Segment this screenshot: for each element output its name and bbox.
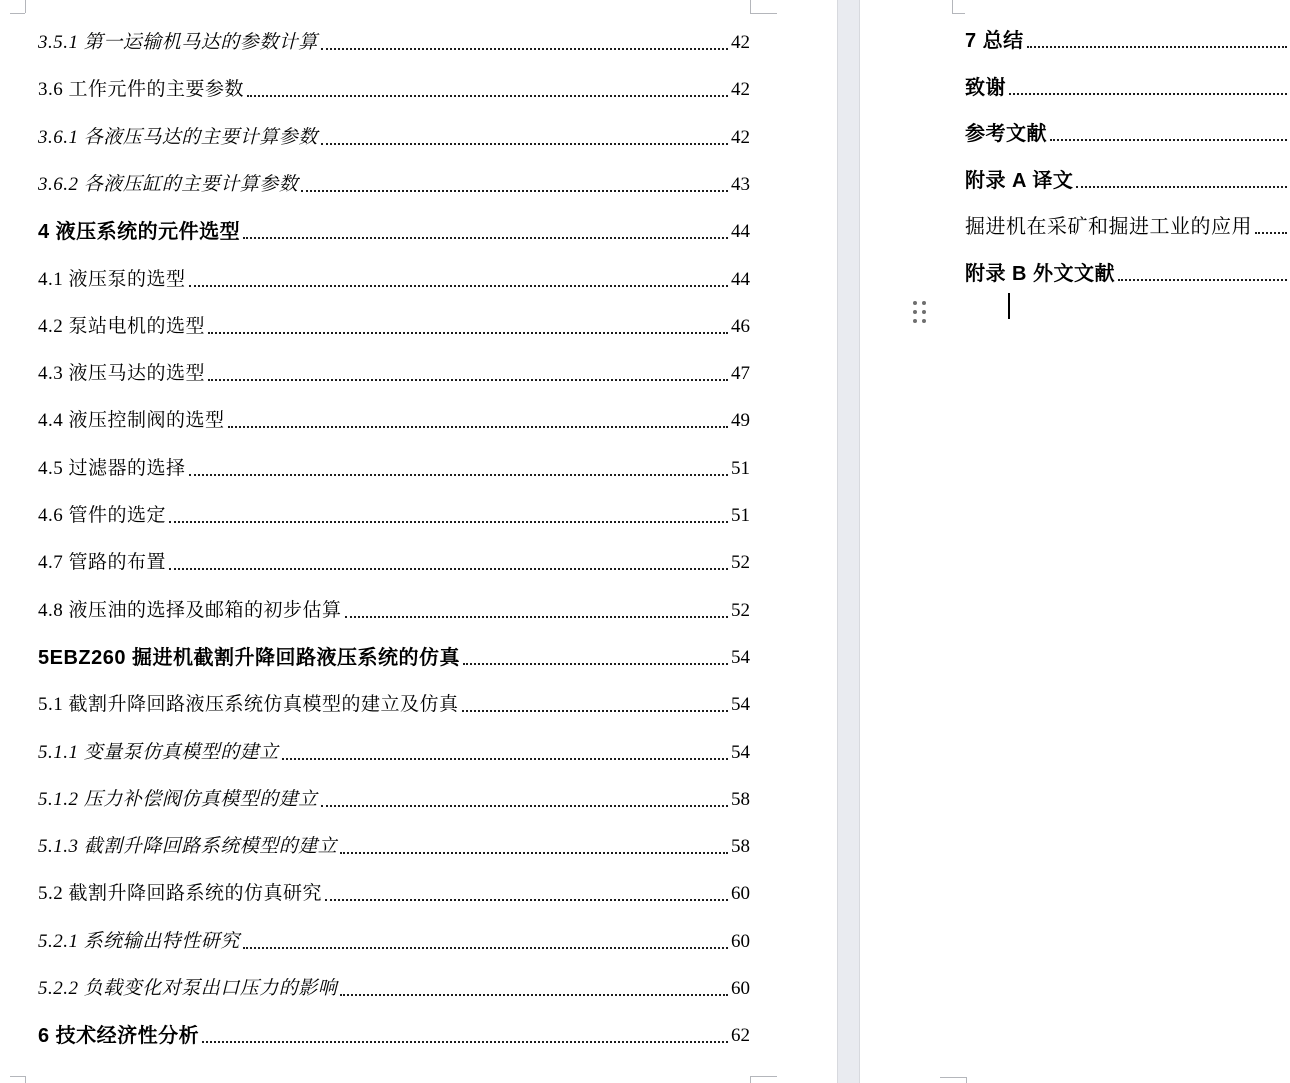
toc-entry-title: 4.8 液压油的选择及邮箱的初步估算: [38, 599, 342, 621]
dot-leader: [208, 332, 728, 334]
dot-leader: [321, 143, 728, 145]
text-cursor: [1008, 293, 1010, 319]
crop-mark-bottom-left: [940, 1077, 966, 1078]
toc-entry-page-number: 51: [731, 457, 750, 479]
toc-entry[interactable]: [38, 457, 750, 481]
crop-mark-top-left: [10, 13, 25, 14]
dot-leader: [345, 616, 728, 618]
toc-entry-page-number: 54: [731, 694, 750, 716]
toc-entry-title: 3.6.2 各液压缸的主要计算参数: [38, 173, 299, 195]
crop-mark-bottom-right: [750, 1076, 751, 1083]
toc-entry[interactable]: [38, 409, 750, 433]
crop-mark-top-right: [750, 0, 751, 13]
toc-entry-page-number: 43: [731, 173, 750, 195]
dot-leader: [1076, 186, 1287, 188]
dot-leader: [189, 285, 728, 287]
toc-entry[interactable]: [965, 262, 1290, 286]
toc-entry-title: 4.7 管路的布置: [38, 552, 167, 574]
toc-entry[interactable]: [965, 215, 1290, 239]
dot-leader: [169, 568, 728, 570]
dot-leader: [340, 994, 728, 996]
crop-mark-top-left: [952, 0, 953, 13]
crop-mark-bottom-left: [25, 1076, 26, 1083]
dot-leader: [169, 521, 728, 523]
toc-entry[interactable]: [965, 29, 1290, 53]
toc-entry-page-number: 60: [731, 930, 750, 952]
dot-leader: [243, 947, 728, 949]
toc-entry-title: 3.6 工作元件的主要参数: [38, 79, 245, 101]
toc-entry[interactable]: [38, 78, 750, 102]
toc-entry-title: 5.1.2 压力补偿阀仿真模型的建立: [38, 788, 318, 810]
toc-entry-page-number: 52: [731, 552, 750, 574]
toc-entry-page-number: 60: [731, 883, 750, 905]
toc-entry-title: 5.2.2 负载变化对泵出口压力的影响: [38, 978, 338, 999]
toc-entry-page-number: 42: [731, 79, 750, 101]
toc-entry-title: 5.1.1 变量泵仿真模型的建立: [38, 741, 279, 763]
toc-entry[interactable]: [38, 741, 750, 765]
dot-leader: [321, 48, 728, 50]
drag-handle-dot: [922, 319, 926, 323]
toc-entry[interactable]: [38, 977, 750, 1001]
dot-leader: [247, 95, 728, 97]
dot-leader: [202, 1041, 728, 1043]
toc-entry[interactable]: [38, 930, 750, 954]
toc-entry-page-number: 52: [731, 599, 750, 621]
toc-entry-page-number: 44: [731, 221, 750, 243]
toc-entry-title: 附录 B 外文文献: [965, 262, 1116, 285]
toc-entry-page-number: 54: [731, 646, 750, 668]
toc-entry[interactable]: [38, 268, 750, 292]
toc-list-left-page: [38, 0, 750, 1083]
toc-entry-title: 7 总结: [965, 30, 1024, 52]
dot-leader: [1009, 93, 1287, 95]
drag-handle-dot: [913, 301, 917, 305]
crop-mark-top-left: [952, 13, 965, 14]
toc-entry[interactable]: [38, 362, 750, 386]
toc-entry-page-number: 46: [731, 315, 750, 337]
toc-entry-title: 6 技术经济性分析: [38, 1025, 200, 1048]
drag-handle-dot: [913, 310, 917, 314]
toc-entry-title: 4.6 管件的选定: [38, 505, 167, 526]
toc-entry-page-number: 49: [731, 410, 750, 432]
toc-entry-page-number: 47: [731, 363, 750, 385]
dot-leader: [340, 852, 728, 854]
toc-entry-title: 5.2.1 系统输出特性研究: [38, 930, 240, 952]
toc-entry-title: 掘进机在采矿和掘进工业的应用: [965, 216, 1252, 238]
toc-entry[interactable]: [38, 788, 750, 812]
crop-mark-top-right: [750, 13, 777, 14]
toc-entry-page-number: 62: [731, 1025, 750, 1047]
toc-entry-page-number: 58: [731, 836, 750, 858]
toc-entry-title: 致谢: [965, 76, 1006, 99]
dot-leader: [462, 710, 728, 712]
toc-entry[interactable]: [38, 1024, 750, 1048]
toc-entry-page-number: 51: [731, 505, 750, 526]
toc-entry[interactable]: [965, 76, 1290, 100]
crop-mark-top-left: [25, 0, 26, 13]
toc-entry-title: 5.2 截割升降回路系统的仿真研究: [38, 883, 323, 905]
toc-entry-title: 3.6.1 各液压马达的主要计算参数: [38, 126, 318, 148]
crop-mark-bottom-right: [750, 1076, 777, 1077]
dot-leader: [1050, 139, 1287, 141]
toc-entry[interactable]: [38, 173, 750, 197]
toc-entry-page-number: 54: [731, 741, 750, 763]
toc-entry-page-number: 60: [731, 978, 750, 999]
toc-entry-title: 附录 A 译文: [965, 169, 1074, 192]
toc-entry[interactable]: [38, 504, 750, 528]
toc-entry-title: 4.4 液压控制阀的选型: [38, 410, 225, 432]
toc-entry-title: 4 液压系统的元件选型: [38, 221, 241, 244]
toc-list-right-page: [965, 0, 1290, 1083]
toc-entry-page-number: 42: [731, 32, 750, 53]
dot-leader: [463, 663, 728, 665]
drag-handle-icon[interactable]: [913, 301, 926, 323]
toc-entry-title: 5.1.3 截割升降回路系统模型的建立: [38, 836, 338, 858]
page-gap: [837, 0, 860, 1083]
crop-mark-bottom-left: [10, 1076, 25, 1077]
toc-entry[interactable]: [38, 882, 750, 906]
toc-entry[interactable]: [38, 551, 750, 575]
toc-entry-page-number: 58: [731, 788, 750, 810]
dot-leader: [321, 805, 728, 807]
dot-leader: [301, 190, 728, 192]
dot-leader: [228, 426, 728, 428]
toc-entry-title: 4.1 液压泵的选型: [38, 268, 186, 290]
drag-handle-dot: [922, 301, 926, 305]
toc-entry[interactable]: [38, 835, 750, 859]
drag-handle-dot: [913, 319, 917, 323]
toc-entry[interactable]: [38, 31, 750, 55]
toc-entry[interactable]: [38, 315, 750, 339]
toc-entry[interactable]: [965, 122, 1290, 146]
toc-entry-page-number: 42: [731, 126, 750, 148]
toc-entry[interactable]: [38, 646, 750, 670]
toc-entry-title: 3.5.1 第一运输机马达的参数计算: [38, 32, 318, 53]
toc-entry[interactable]: [38, 126, 750, 150]
drag-handle-dot: [922, 310, 926, 314]
dot-leader: [325, 899, 728, 901]
toc-entry-title: 5EBZ260 掘进机截割升降回路液压系统的仿真: [38, 646, 461, 669]
dot-leader: [282, 758, 728, 760]
dot-leader: [208, 379, 728, 381]
toc-entry[interactable]: [38, 220, 750, 244]
dot-leader: [189, 474, 728, 476]
toc-entry[interactable]: [38, 693, 750, 717]
dot-leader: [1255, 232, 1287, 234]
toc-entry-title: 参考文献: [965, 123, 1047, 145]
toc-entry[interactable]: [38, 599, 750, 623]
toc-entry-title: 4.5 过滤器的选择: [38, 457, 186, 479]
toc-entry[interactable]: [965, 169, 1290, 193]
dot-leader: [1118, 279, 1287, 281]
toc-entry-title: 4.2 泵站电机的选型: [38, 315, 206, 337]
toc-entry-title: 4.3 液压马达的选型: [38, 363, 206, 385]
dot-leader: [1027, 46, 1287, 48]
dot-leader: [243, 237, 728, 239]
toc-entry-page-number: 44: [731, 268, 750, 290]
toc-entry-title: 5.1 截割升降回路液压系统仿真模型的建立及仿真: [38, 694, 459, 716]
